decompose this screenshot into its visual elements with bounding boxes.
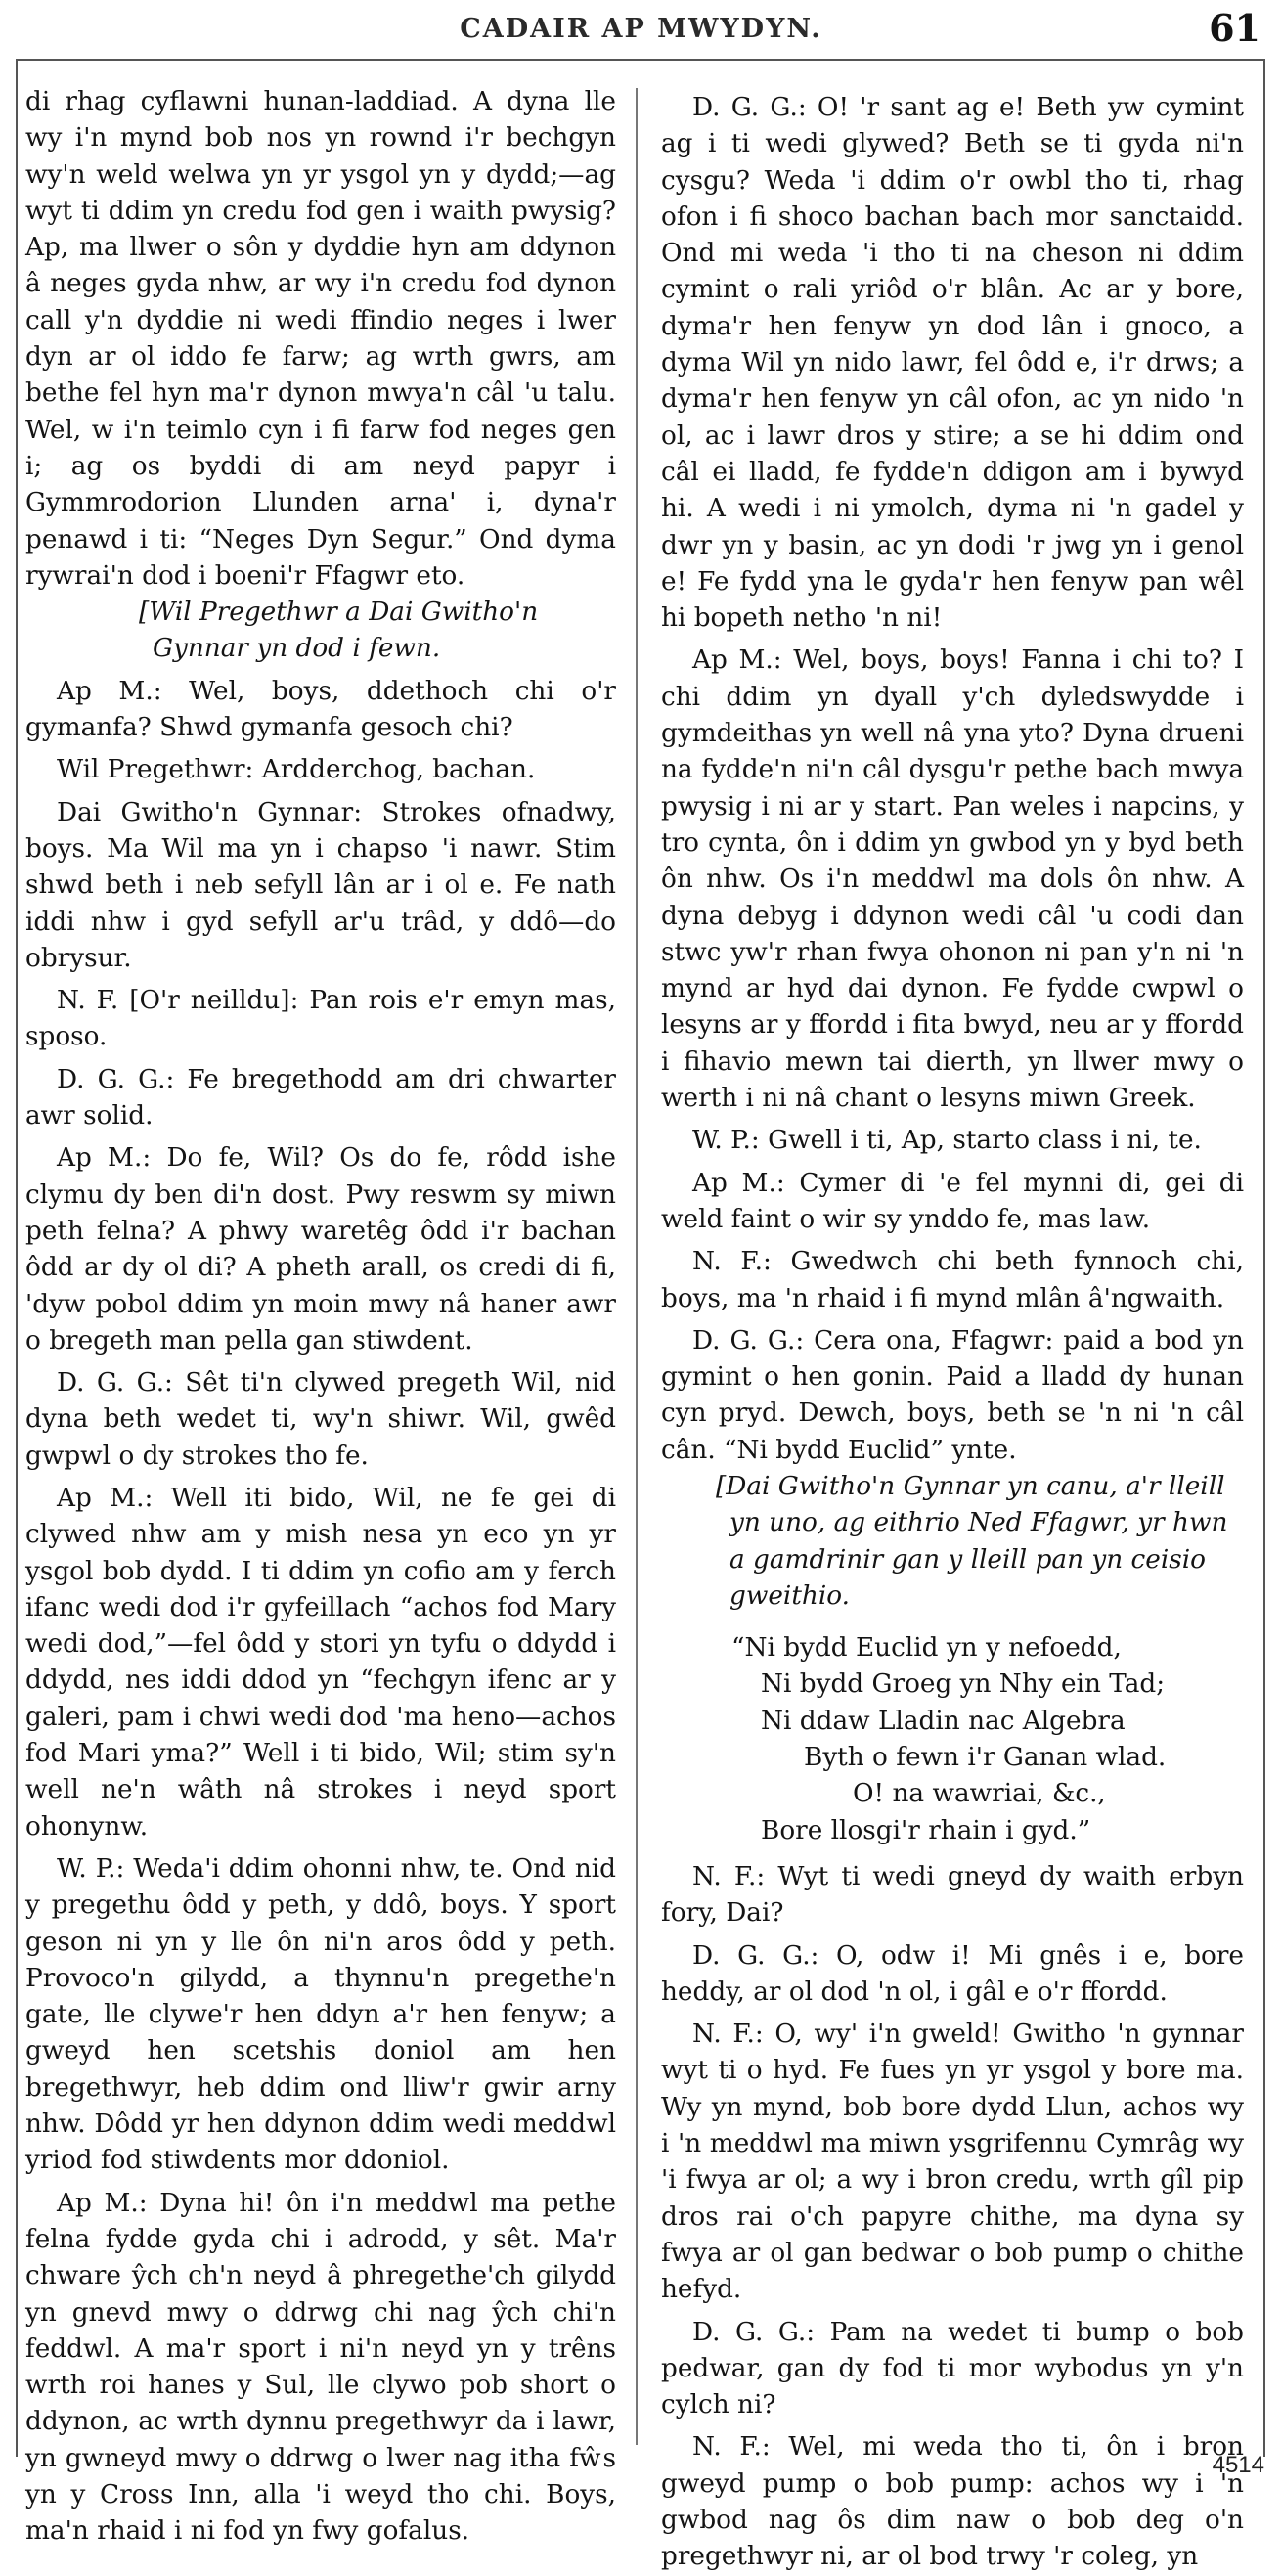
right-border-rule bbox=[1263, 59, 1265, 2457]
left-border-rule bbox=[16, 59, 18, 2457]
dialogue-paragraph: Dai Gwitho'n Gynnar: Strokes ofnadwy, boys. Ma Wil ma yn i chapso 'i nawr. Stim shwd beth i neb sefyll lân ar i ol e. Fe nath iddi nhw i gyd sefyll ar'u trâd, y ddô—do obrysur. bbox=[25, 797, 616, 973]
dialogue-paragraph: N. F.: Wyt ti wedi gneyd dy waith erbyn fory, Dai? bbox=[661, 1861, 1244, 1929]
page-header bbox=[0, 0, 1282, 61]
song-line: Bore llosgi'r rhain i gyd.” bbox=[761, 1815, 1091, 1845]
dialogue-paragraph: N. F. [O'r neilldu]: Pan rois e'r emyn mas, sposo. bbox=[25, 986, 616, 1052]
dialogue-paragraph: N. F.: Gwedwch chi beth fynnoch chi, boys, ma 'n rhaid i fi mynd mlân â'ngwaith. bbox=[661, 1247, 1244, 1313]
column-divider bbox=[636, 88, 638, 2445]
right-column bbox=[661, 84, 1244, 2576]
song-verse bbox=[661, 1630, 1244, 1849]
dialogue-paragraph: W. P.: Gwell i ti, Ap, starto class i ni, te. bbox=[692, 1126, 1202, 1156]
song-line: Ni bydd Groeg yn Nhy ein Tad; bbox=[761, 1669, 1166, 1700]
running-title: CADAIR AP MWYDYN. bbox=[460, 14, 822, 44]
dialogue-paragraph: D. G. G.: Pam na wedet ti bump o bob pedwar, gan dy fod ti mor wybodus yn y'n cylch ni? bbox=[661, 2317, 1244, 2421]
dialogue-paragraph: Ap M.: Wel, boys, ddethoch chi o'r gymanfa? Shwd gymanfa gesoch chi? bbox=[25, 676, 616, 743]
dialogue-paragraph: Ap M.: Cymer di 'e fel mynni di, gei di weld faint o wir sy ynddo fe, mas law. bbox=[661, 1168, 1244, 1234]
dialogue-paragraph: D. G. G.: Sêt ti'n clywed pregeth Wil, nid dyna beth wedet ti, wy'n shiwr. Wil, gwêd gwpwl o dy strokes tho fe. bbox=[25, 1368, 616, 1471]
song-line: Byth o fewn i'r Ganan wlad. bbox=[804, 1743, 1167, 1773]
footer-id: 4514 bbox=[1212, 2452, 1264, 2478]
dialogue-paragraph: D. G. G.: O, odw i! Mi gnês i e, bore heddy, ar ol dod 'n ol, i gâl e o'r ffordd. bbox=[661, 1940, 1244, 2007]
song-line: Ni ddaw Lladin nac Algebra bbox=[761, 1706, 1126, 1736]
dialogue-paragraph: Ap M.: Well iti bido, Wil, ne fe gei di clywed nhw am y mish nesa yn eco yn yr ysgol bob dydd. I ti ddim yn cofio am y ferch ifanc wedi dod i'r gyfeillach “achos fod Mary wedi dod,”—fel ôdd y stori yn tyfu o ddydd i ddydd, nes iddi ddod yn “fechgyn ifenc ar y galeri, pam i chwi wedi dod 'ma heno—achos fod Mari yma?” Well i ti bido, Wil; stim sy'n well ne'n wâth nâ strokes i neyd sport ohonynw. bbox=[25, 1483, 616, 1842]
header-rule bbox=[16, 59, 1265, 61]
song-line: O! na wawriai, &c., bbox=[853, 1779, 1106, 1809]
page-number: 61 bbox=[1209, 6, 1260, 50]
dialogue-paragraph: D. G. G.: O! 'r sant ag e! Beth yw cymint ag i ti wedi glywed? Beth se ti gyda ni'n cysgu? Weda 'i ddim o'r owbl tho ti, rhag ofon i fi shoco bachan bach mor sanctaidd. Ond mi weda 'i tho ti na cheson ni ddim cymint o rali yriôd o'r blân. Ac ar y bore, dyma'r hen fenyw yn dod lân i gnoco, a dyma Wil yn nido lawr, fel ôdd e, i'r drws; a dyma'r hen fenyw yn câl ofon, ac yn nido 'n ol, ac i lawr dros y stire; a se hi ddim ond câl ei lladd, fe fydde'n ddigon am i bywyd hi. A wedi i ni ymolch, dyma ni 'n gadel y dwr yn y basin, ac yn dodi 'r jwg yn i genol e! Fe fydd yna le gyda'r hen fenyw pan wêl hi bopeth netho 'n ni! bbox=[661, 93, 1244, 634]
dialogue-paragraph: D. G. G.: Fe bregethodd am dri chwarter awr solid. bbox=[25, 1064, 616, 1132]
stage-direction: [Dai Gwitho'n Gynnar yn canu, a'r lleill yn uno, ag eithrio Ned Ffagwr, yr hwn a gamdrinir gan y lleill pan yn ceisio gweithio. bbox=[716, 1471, 1228, 1611]
dialogue-paragraph: D. G. G.: Cera ona, Ffagwr: paid a bod yn gymint o hen gonin. Paid a lladd dy hunan cyn pryd. Dewch, boys, beth se 'n ni 'n câl cân. “Ni bydd Euclid” ynte. bbox=[661, 1325, 1244, 1465]
left-column bbox=[25, 84, 616, 2551]
song-line: “Ni bydd Euclid yn y nefoedd, bbox=[731, 1633, 1122, 1664]
dialogue-paragraph: Ap M.: Wel, boys, boys! Fanna i chi to? I chi ddim yn dyall y'ch dyledswydde i gymdeithas yn well nâ yna yto? Dyna drueni na fydde'n ni'n câl dysgu'r pethe bach mwya pwysig i ni ar y start. Pan weles i napcins, y tro cynta, ôn i ddim yn gwbod yn y byd beth ôn nhw. Os i'n meddwl ma dols ôn nhw. A dyna debyg i ddynon wedi câl 'u codi dan stwc yw'r rhan fwya ohonon ni pan y'n ni 'n mynd ar hyd dai dynon. Fe fydde cwpwl o lesyns ar y ffordd i fita bwyd, neu ar y ffordd i fihavio mewn tai dierth, yn llwer mwy o werth i ni nâ chant o lesyns miwn Greek. bbox=[661, 645, 1244, 1114]
dialogue-paragraph: Ap M.: Dyna hi! ôn i'n meddwl ma pethe felna fydde gyda chi i adrodd, y sêt. Ma'r chware ŷch ch'n neyd â phregethe'ch gilydd yn gnevd mwy o ddrwg chi nag ŷch chi'n feddwl. A ma'r sport i ni'n neyd yn y trêns wrth roi hanes y Sul, lle clywo pob short o ddynon, ac wrth dynnu pregethwyr da i lawr, yn gwneyd mwy o ddrwg o lwer nag itha fŵs yn y Cross Inn, alla 'i weyd tho chi. Boys, ma'n rhaid i ni fod yn fwy gofalus. bbox=[25, 2188, 616, 2547]
stage-direction: [Wil Pregethwr a Dai Gwitho'n Gynnar yn dod i fewn. bbox=[139, 598, 539, 664]
dialogue-paragraph: W. P.: Weda'i ddim ohonni nhw, te. Ond nid y pregethu ôdd y peth, y ddô, boys. Y sport geson ni yn y lle ôn ni'n aros ôdd y peth. Provoco'n gilydd, a thynnu'n pregethe'n gate, lle clywe'r hen ddyn a'r hen fenyw; a gweyd hen scetshis doniol am hen bregethwyr, heb ddim ond lliw'r gwir arny nhw. Dôdd yr hen ddynon ddim wedi meddwl yriod fod stiwdents mor ddoniol. bbox=[25, 1853, 616, 2176]
text-paragraph: di rhag cyflawni hunan-laddiad. A dyna lle wy i'n mynd bob nos yn rownd i'r bechgyn wy'n weld welwa yn yr ysgol yn y dydd;—ag wyt ti ddim yn credu fod gen i waith pwysig? Ap, ma llwer o sôn y dyddie hyn am ddynon â neges gyda nhw, ar wy i'n credu fod dynon call y'n dyddie ni wedi ffindio neges i lwer dyn ar ol iddo fe farw; ag wrth gwrs, am bethe fel hyn ma'r dynon mwya'n câl 'u talu. Wel, w i'n teimlo cyn i fi farw fod neges gen i; ag os byddi di am neyd papyr i Gymmrodorion Llunden arna' i, dyna'r penawd i ti: “Neges Dyn Segur.” Ond dyma rywrai'n dod i boeni'r Ffagwr eto. bbox=[25, 87, 616, 591]
dialogue-paragraph: N. F.: Wel, mi weda tho ti, ôn i bron gweyd pump o bob pump: achos wy i 'n gwbod nag ôs dim naw o bob deg o'n pregethwyr ni, ar ol bod trwy 'r coleg, yn bbox=[661, 2432, 1244, 2572]
dialogue-paragraph: N. F.: O, wy' i'n gweld! Gwitho 'n gynnar wyt ti o hyd. Fe fues yn yr ysgol y bore ma. Wy yn mynd, bob bore dydd Llun, achos wy i 'n meddwl ma miwn ysgrifennu Cymrâg wy 'i fwya ar ol; a wy i bron credu, wrth gîl pip dros rai o'ch papyre chithe, ma dyna sy fwya ar ol gan bedwar o bob pump o chithe hefyd. bbox=[661, 2020, 1244, 2305]
dialogue-paragraph: Wil Pregethwr: Ardderchog, bachan. bbox=[57, 755, 536, 785]
dialogue-paragraph: Ap M.: Do fe, Wil? Os do fe, rôdd ishe clymu dy ben di'n dost. Pwy reswm sy miwn peth felna? A phwy waretêg ôdd i'r bachan ôdd ar dy ol di? A pheth arall, os credi di fi, 'dyw pobol ddim yn moin mwy nâ haner awr o bregeth man pella gan stiwdent. bbox=[25, 1143, 616, 1355]
